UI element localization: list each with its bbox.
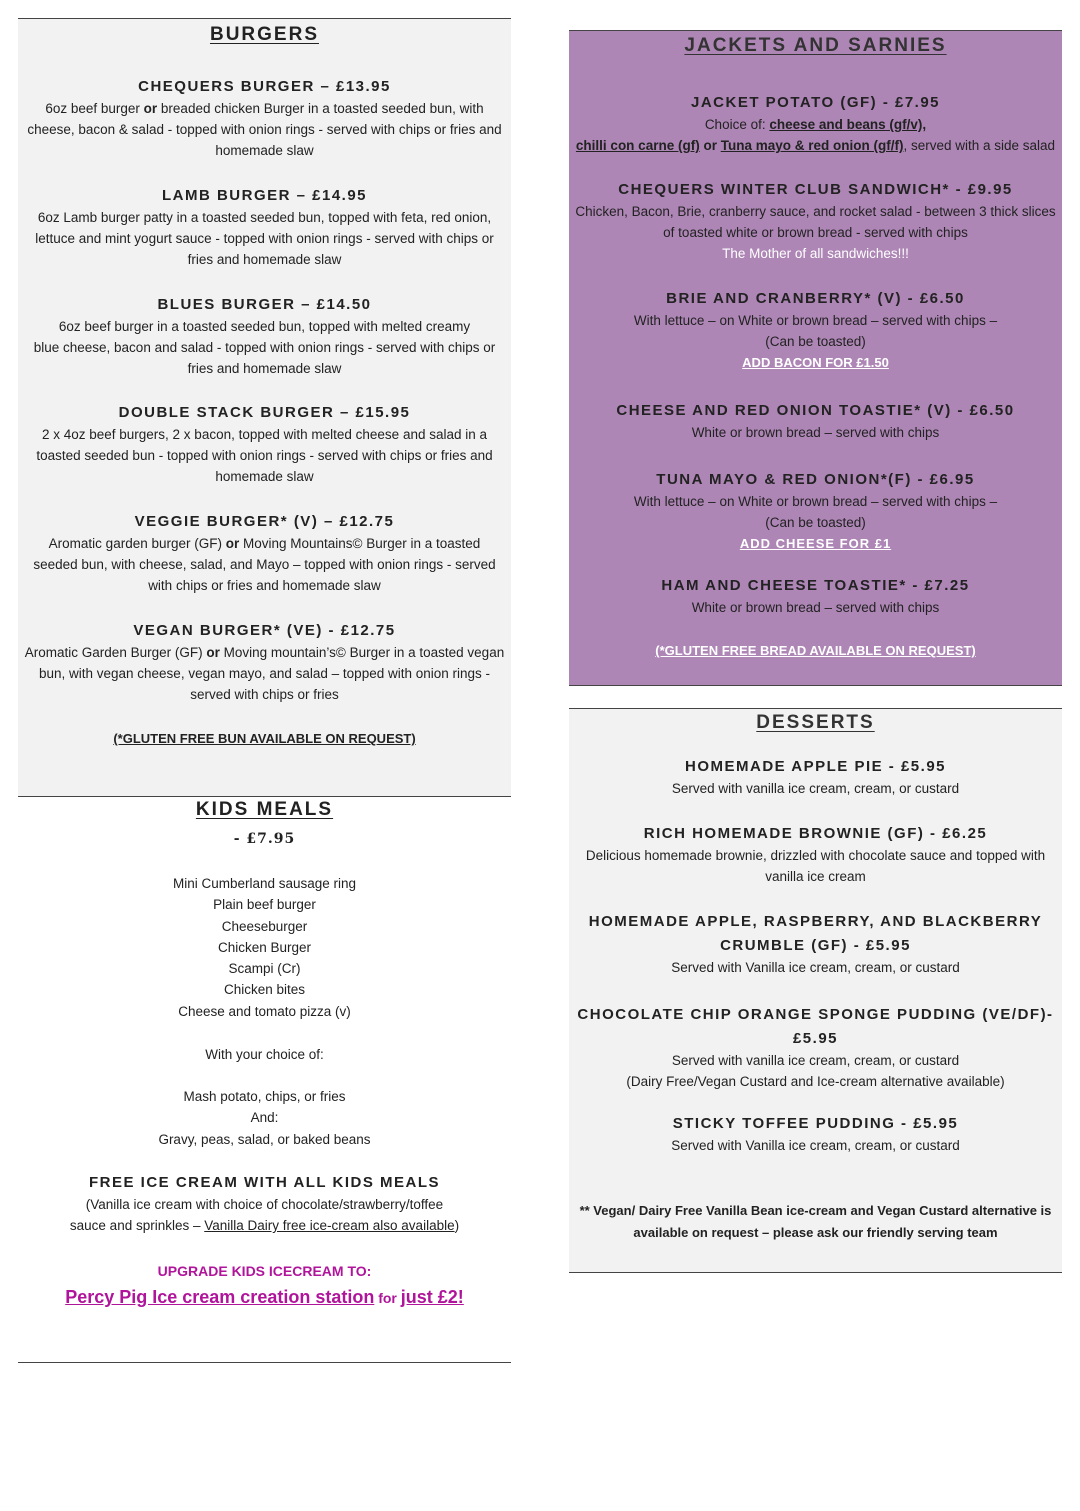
menu-item: RICH HOMEMADE BROWNIE (GF) - £6.25 Delicious homemade brownie, drizzled with chocolate sauce and topped with vanilla ice cream (585, 825, 1046, 884)
desserts-title: DESSERTS (756, 712, 875, 733)
list-item: Plain beef burger (213, 897, 316, 913)
sides-list: Mash potato, chips, or fries (183, 1089, 346, 1104)
item-name: VEGAN BURGER* (VE) - £12.75 (133, 622, 396, 639)
item-name: LAMB BURGER – £14.95 (161, 187, 368, 204)
jackets-section (569, 30, 1062, 686)
item-name: CHEQUERS BURGER – £13.95 (138, 78, 391, 95)
menu-item: TUNA MAYO & RED ONION*(F) - £6.95 With lettuce – on White or brown bread – served with chips – (Can be toasted) ADD CHEESE FOR £1 (569, 469, 1062, 554)
item-name: VEGGIE BURGER* (V) – £12.75 (134, 513, 395, 530)
menu-item: JACKET POTATO (GF) - £7.95 Choice of: cheese and beans (gf/v), chilli con carne (gf) or Tuna mayo & red onion (gf/f), served with a side salad (575, 94, 1056, 153)
list-item: Cheeseburger (221, 918, 308, 934)
menu-item: CHEESE AND RED ONION TOASTIE* (V) - £6.50 White or brown bread – served with chips (616, 402, 1015, 440)
list-item: Scampi (Cr) (228, 961, 301, 977)
list-item: Cheese and tomato pizza (v) (178, 1003, 351, 1019)
and-label: And: (250, 1110, 279, 1126)
menu-item: BRIE AND CRANBERRY* (V) - £6.50 With lettuce – on White or brown bread – served with chips – (Can be toasted) ADD BACON FOR £1.50 (569, 288, 1062, 373)
menu-item: HAM AND CHEESE TOASTIE* - £7.25 White or brown bread – served with chips (661, 577, 970, 615)
menu-item: VEGGIE BURGER* (V) – £12.75 Aromatic garden burger (GF) or Moving Mountains© Burger in a toasted seeded bun, with cheese, salad, and Mayo – topped with onion rings - served with chips or fries and homemade slaw (18, 511, 511, 596)
upgrade-label: UPGRADE KIDS ICECREAM TO: (157, 1263, 372, 1279)
sauces-list: Gravy, peas, salad, or baked beans (158, 1131, 371, 1147)
list-item: Chicken bites (223, 982, 306, 998)
menu-item: STICKY TOFFEE PUDDING - £5.95 Served with Vanilla ice cream, cream, or custard (671, 1115, 960, 1153)
kids-price: - £7.95 (233, 831, 296, 847)
percy-pig-offer: Percy Pig Ice cream creation station for just £2! (65, 1287, 464, 1307)
choice-label: With your choice of: (205, 1047, 324, 1062)
list-item: Mini Cumberland sausage ring (172, 876, 357, 891)
kids-items-list (18, 873, 511, 1022)
burgers-section (18, 18, 511, 796)
menu-item: CHEQUERS WINTER CLUB SANDWICH* - £9.95 Chicken, Bacon, Brie, cranberry sauce, and rocket salad - between 3 thick slices of toasted white or brown bread - served with chips The Mother of all sandwiches!!! (569, 179, 1062, 264)
vegan-note: ** Vegan/ Dairy Free Vanilla Bean ice-cream and Vegan Custard alternative is available on request – please ask our friendly serving team (579, 1203, 1052, 1240)
club-tagline: The Mother of all sandwiches!!! (722, 246, 909, 261)
free-ice-cream-title: FREE ICE CREAM WITH ALL KIDS MEALS (89, 1174, 440, 1191)
item-name: DOUBLE STACK BURGER – £15.95 (118, 404, 411, 421)
menu-item: HOMEMADE APPLE, RASPBERRY, AND BLACKBERRY CRUMBLE (GF) - £5.95 Served with Vanilla ice cream, cream, or custard (588, 913, 1043, 975)
menu-item: LAMB BURGER – £14.95 6oz Lamb burger patty in a toasted seeded bun, topped with feta, red onion, lettuce and mint yogurt sauce - topped with onion rings - served with chips or fries and homemade slaw (18, 185, 511, 270)
add-bacon-note: ADD BACON FOR £1.50 (742, 355, 889, 370)
item-name: BLUES BURGER – £14.50 (157, 296, 372, 313)
kids-title: KIDS MEALS (195, 799, 334, 820)
menu-item: DOUBLE STACK BURGER – £15.95 2 x 4oz beef burgers, 2 x bacon, topped with melted cheese and salad in a toasted seeded bun - topped with onion rings - served with chips or fries and homemade slaw (18, 402, 511, 487)
menu-item: CHOCOLATE CHIP ORANGE SPONGE PUDDING (VE/DF)- £5.95 Served with vanilla ice cream, cream, or custard (Dairy Free/Vegan Custard and Ice-cream alternative available) (577, 1006, 1054, 1089)
desserts-section (569, 708, 1062, 1273)
burgers-title: BURGERS (209, 24, 319, 45)
jackets-title: JACKETS AND SARNIES (684, 35, 947, 56)
menu-item: CHEQUERS BURGER – £13.95 6oz beef burger or breaded chicken Burger in a toasted seeded bun, with cheese, bacon & salad - topped with onion rings - served with chips or fries and homemade slaw (18, 76, 511, 161)
menu-item: BLUES BURGER – £14.50 6oz beef burger in a toasted seeded bun, topped with melted creamy blue cheese, bacon and salad - topped with onion rings - served with chips or fries and homemade slaw (18, 294, 511, 379)
menu-item: HOMEMADE APPLE PIE - £5.95 Served with vanilla ice cream, cream, or custard (671, 758, 960, 796)
menu-item: VEGAN BURGER* (VE) - £12.75 Aromatic Garden Burger (GF) or Moving mountain’s© Burger in a toasted vegan bun, with vegan cheese, vegan mayo, and salad – topped with onion rings - served with chips or fries (18, 620, 511, 705)
list-item: Chicken Burger (217, 939, 312, 955)
kids-section: KIDS MEALS - £7.95 Mini Cumberland sausage ring Plain beef burger Cheeseburger Chicken Burger Scampi (Cr) Chicken bites Cheese and tomato pizza (v) With your choice of: Mash potato, chips, or fries And: Gravy, peas, salad, or baked beans FREE ICE CREAM WITH ALL KIDS MEALS (Vanilla ice cream with choice of chocolate/strawberry/toffee sauce and sprinkles – Vanilla Dairy free ice-cream also available) UPGRADE KIDS ICECREAM TO: Percy Pig Ice cream creation station for just £2! (18, 796, 511, 1363)
gluten-free-note: (*GLUTEN FREE BUN AVAILABLE ON REQUEST) (113, 731, 416, 746)
add-cheese-note: ADD CHEESE FOR £1 (739, 536, 892, 551)
gluten-free-bread-note: (*GLUTEN FREE BREAD AVAILABLE ON REQUEST) (655, 643, 976, 658)
